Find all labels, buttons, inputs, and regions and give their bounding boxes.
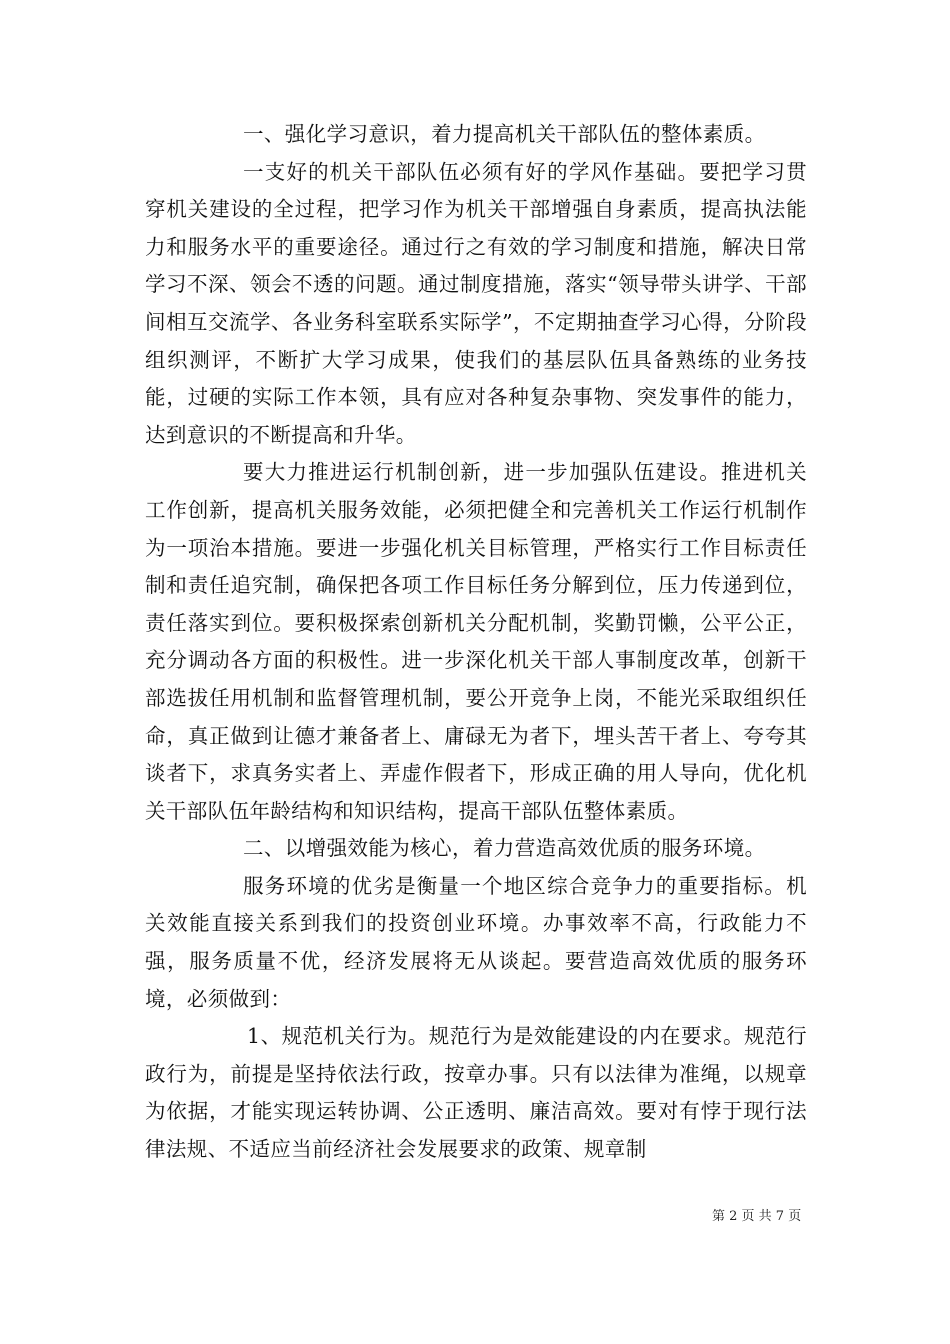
page-number-footer: 第 2 页 共 7 页 — [712, 1209, 802, 1224]
section-heading-2: 二、以增强效能为核心，着力营造高效优质的服务环境。 — [243, 836, 766, 861]
paragraph-service-environment: 服务环境的优劣是衡量一个地区综合竞争力的重要指标。机关效能直接关系到我们的投资创业环境。办事效率不高，行政能力不强，服务质量不优，经济发展将无从谈起。要营造高效优质的服务环境，必须做到： — [145, 873, 807, 1011]
document-body — [145, 116, 807, 1169]
paragraph-regulate-behavior: 1、规范机关行为。规范行为是效能建设的内在要求。规范行政行为，前提是坚持依法行政，按章办事。只有以法律为准绳，以规章为依据，才能实现运转协调、公正透明、廉洁高效。要对有悖于现行法律法规、不适应当前经济社会发展要求的政策、规章制 — [145, 1024, 807, 1162]
section-heading-1: 一、强化学习意识，着力提高机关干部队伍的整体素质。 — [243, 122, 766, 146]
paragraph-mechanism-innovation: 要大力推进运行机制创新，进一步加强队伍建设。推进机关工作创新，提高机关服务效能，必须把健全和完善机关工作运行机制作为一项治本措施。要进一步强化机关目标管理，严格实行工作目标责任制和责任追究制，确保把各项工作目标任务分解到位，压力传递到位，责任落实到位。要积极探索创新机关分配机制，奖勤罚懒，公平公正，充分调动各方面的积极性。进一步深化机关干部人事制度改革，创新干部选拔任用机制和监督管理机制，要公开竞争上岗，不能光采取组织任命，真正做到让德才兼备者上、庸碌无为者下，埋头苦干者上、夸夸其谈者下，求真务实者上、弄虚作假者下，形成正确的用人导向，优化机关干部队伍年龄结构和知识结构，提高干部队伍整体素质。 — [145, 460, 807, 823]
paragraph-study-style: 一支好的机关干部队伍必须有好的学风作基础。要把学习贯穿机关建设的全过程，把学习作为机关干部增强自身素质，提高执法能力和服务水平的重要途径。通过行之有效的学习制度和措施，解决日常学习不深、领会不透的问题。通过制度措施，落实“领导带头讲学、干部间相互交流学、各业务科室联系实际学”，不定期抽查学习心得，分阶段组织测评，不断扩大学习成果，使我们的基层队伍具备熟练的业务技能，过硬的实际工作本领，具有应对各种复杂事物、突发事件的能力，达到意识的不断提高和升华。 — [145, 159, 807, 447]
